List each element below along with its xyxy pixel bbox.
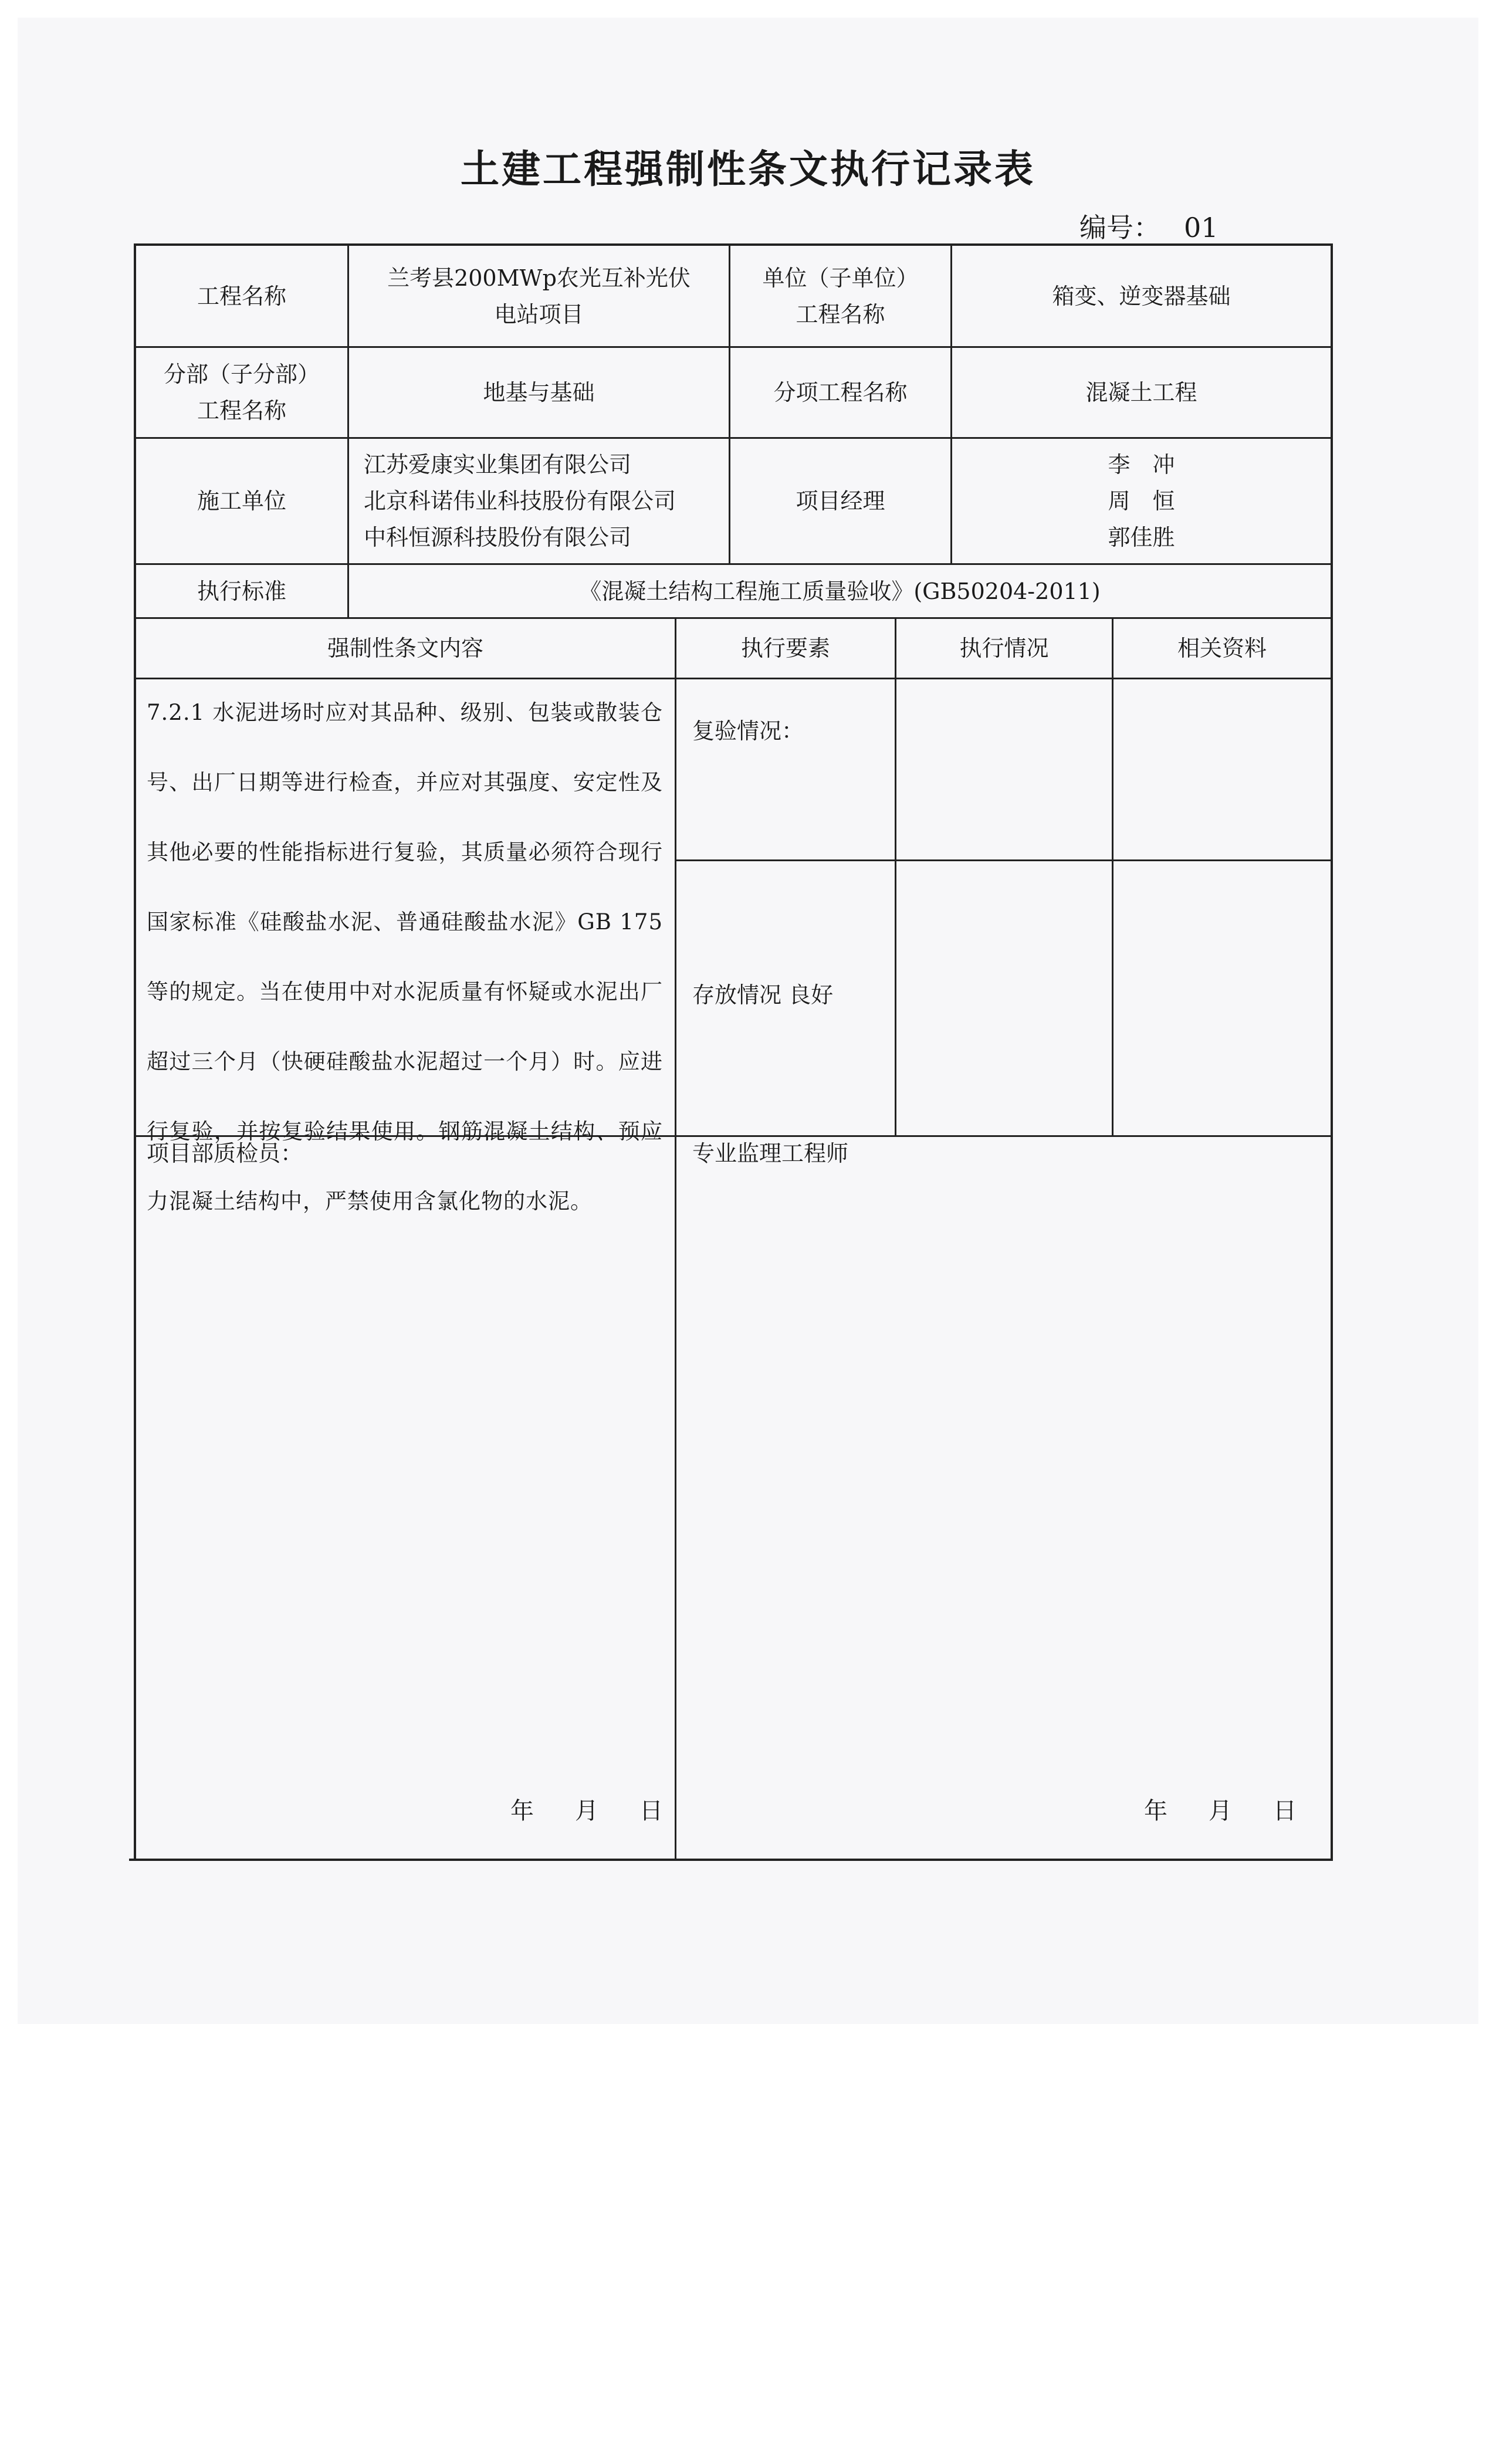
subitem-value: 混凝土工程 bbox=[1085, 380, 1197, 405]
unit-label-line-2: 工程名称 bbox=[796, 301, 885, 327]
division-label-line-1: 分部（子分部） bbox=[163, 361, 320, 387]
subitem-label: 分项工程名称 bbox=[773, 380, 908, 405]
manager-line-1: 李 冲 bbox=[1108, 452, 1175, 478]
header-status: 执行情况 bbox=[959, 635, 1049, 661]
serial-number bbox=[1079, 207, 1219, 245]
division-value: 地基与基础 bbox=[483, 380, 595, 405]
header-docs: 相关资料 bbox=[1177, 635, 1267, 661]
project-name-line-1: 兰考县200MWp农光互补光伏 bbox=[387, 265, 691, 291]
division-label bbox=[136, 348, 347, 437]
unit-value: 箱变、逆变器基础 bbox=[1052, 283, 1231, 309]
manager-value bbox=[952, 439, 1331, 563]
serial-label: 编号： bbox=[1079, 212, 1160, 243]
manager-label: 项目经理 bbox=[796, 488, 885, 514]
division-label-line-2: 工程名称 bbox=[197, 398, 286, 424]
qc-inspector-label: 项目部质检员： bbox=[147, 1140, 303, 1166]
date-left: 年月日 bbox=[510, 1798, 704, 1825]
standard-value: 《混凝土结构工程施工质量验收》(GB50204-2011) bbox=[579, 578, 1101, 604]
project-name-label: 工程名称 bbox=[197, 283, 286, 309]
manager-line-2: 周 恒 bbox=[1108, 488, 1175, 514]
project-name-line-2: 电站项目 bbox=[494, 301, 584, 327]
header-clause: 强制性条文内容 bbox=[327, 635, 483, 661]
serial-value: 01 bbox=[1184, 212, 1219, 243]
date-right: 年月日 bbox=[1144, 1798, 1338, 1825]
retest-label: 复验情况： bbox=[692, 718, 804, 744]
contractor-line-3: 中科恒源科技股份有限公司 bbox=[364, 524, 632, 550]
contractor-label: 施工单位 bbox=[197, 488, 286, 514]
document-title: 土建工程强制性条文执行记录表 bbox=[461, 146, 1035, 192]
contractor-line-2: 北京科诺伟业科技股份有限公司 bbox=[364, 488, 676, 514]
clause-text: 7.2.1 水泥进场时应对其品种、级别、包装或散装仓号、出厂日期等进行检查，并应对其强度、安定性及其他必要的性能指标进行复验，其质量必须符合现行国家标准《硅酸盐水泥、普通硅酸盐水泥》GB 175 等的规定。当在使用中对水泥质量有怀疑或水泥出厂超过三个月（快硬硅酸盐水泥超过一个月）时。应进行复验，并按复验结果使用。钢筋混凝土结构、预应力混凝土结构中，严禁使用含氯化物的水泥。 bbox=[147, 700, 663, 1214]
supervisor-label: 专业监理工程师 bbox=[692, 1140, 849, 1166]
contractor-value bbox=[364, 439, 729, 563]
header-points: 执行要素 bbox=[740, 635, 830, 661]
contractor-line-1: 江苏爱康实业集团有限公司 bbox=[364, 452, 632, 478]
manager-line-3: 郭佳胜 bbox=[1108, 524, 1175, 550]
unit-label bbox=[730, 246, 950, 346]
storage-label: 存放情况 良好 bbox=[692, 982, 834, 1008]
unit-label-line-1: 单位（子单位） bbox=[762, 265, 919, 291]
standard-label: 执行标准 bbox=[197, 578, 286, 604]
project-name-value bbox=[349, 246, 729, 346]
